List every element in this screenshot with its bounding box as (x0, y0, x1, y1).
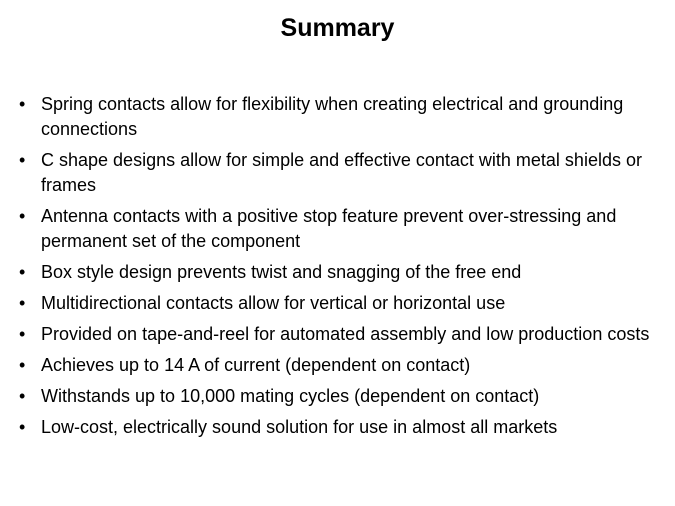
bullet-icon: • (19, 417, 26, 437)
bullet-icon: • (19, 324, 26, 344)
list-item (0, 148, 675, 198)
bullet-text: Spring contacts allow for flexibility when creating electrical and grounding connections (41, 94, 624, 139)
list-item (0, 415, 675, 440)
bullet-text: Box style design prevents twist and snagging of the free end (41, 262, 522, 282)
list-item (0, 291, 675, 316)
bullet-text: Withstands up to 10,000 mating cycles (dependent on contact) (41, 386, 540, 406)
bullet-text: Achieves up to 14 A of current (dependent on contact) (41, 355, 471, 375)
list-item (0, 260, 675, 285)
bullet-icon: • (19, 262, 26, 282)
list-item (0, 322, 675, 347)
list-item (0, 353, 675, 378)
list-item (0, 384, 675, 409)
bullet-icon: • (19, 150, 26, 170)
slide-title: Summary (280, 14, 395, 42)
bullet-text: Antenna contacts with a positive stop feature prevent over-stressing and permanent set of the component (41, 206, 617, 251)
bullet-list (0, 92, 675, 446)
list-item (0, 92, 675, 142)
bullet-icon: • (19, 293, 26, 313)
bullet-text: C shape designs allow for simple and effective contact with metal shields or frames (41, 150, 642, 195)
bullet-icon: • (19, 94, 26, 114)
bullet-text: Provided on tape-and-reel for automated assembly and low production costs (41, 324, 650, 344)
bullet-icon: • (19, 206, 26, 226)
bullet-text: Low-cost, electrically sound solution for use in almost all markets (41, 417, 558, 437)
bullet-icon: • (19, 386, 26, 406)
list-item (0, 204, 675, 254)
bullet-icon: • (19, 355, 26, 375)
bullet-text: Multidirectional contacts allow for vertical or horizontal use (41, 293, 506, 313)
